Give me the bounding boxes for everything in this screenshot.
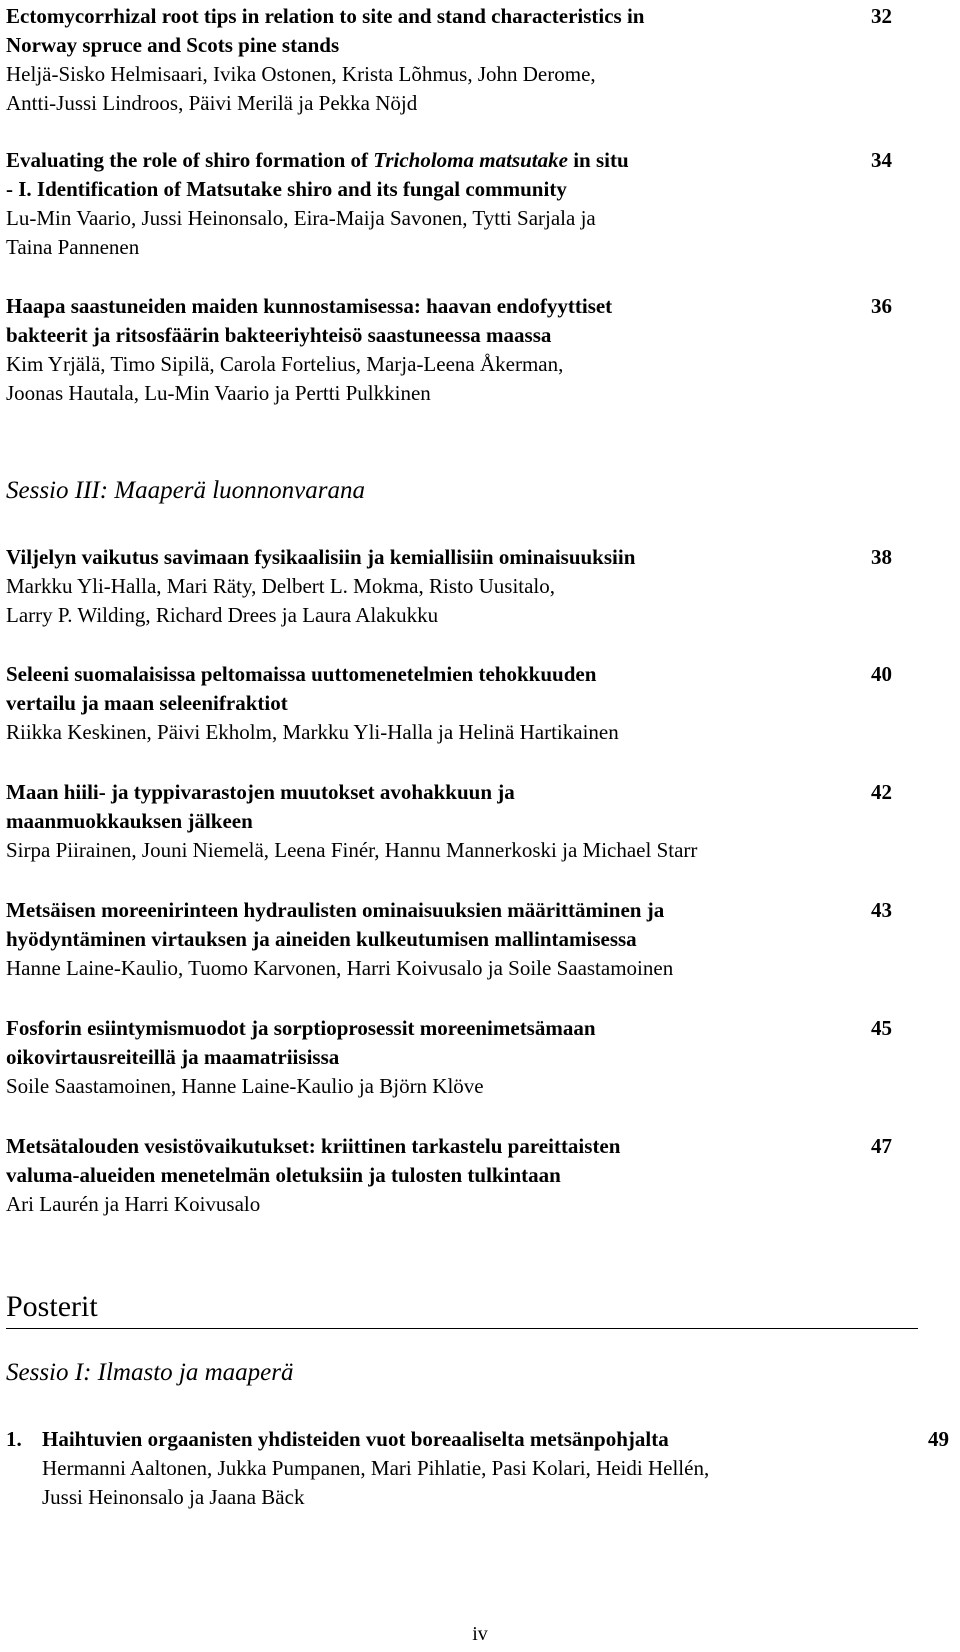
toc-entry <box>6 146 892 262</box>
toc-entry <box>6 543 892 630</box>
poster-entry <box>6 1425 960 1512</box>
entry-authors: Heljä-Sisko Helmisaari, Ivika Ostonen, Krista Lõhmus, John Derome, Antti-Jussi Lindroos, Päivi Merilä ja Pekka Nöjd <box>6 62 596 115</box>
toc-entry <box>6 292 892 408</box>
entry-authors: Soile Saastamoinen, Hanne Laine-Kaulio ja Björn Klöve <box>6 1074 484 1098</box>
entry-page-number: 34 <box>871 148 892 172</box>
toc-entry <box>6 660 892 747</box>
entry-title: Fosforin esiintymismuodot ja sorptioprosessit moreenimetsämaan oikovirtausreiteillä ja maamatriisissa <box>6 1016 596 1069</box>
entry-page-number: 40 <box>871 662 892 686</box>
toc-entry <box>6 778 892 865</box>
entry-title: Seleeni suomalaisissa peltomaissa uuttomenetelmien tehokkuuden vertailu ja maan seleenifraktiot <box>6 662 597 715</box>
entry-page-number: 42 <box>871 780 892 804</box>
toc-entry <box>6 896 892 983</box>
entry-title: Maan hiili- ja typpivarastojen muutokset avohakkuun ja maanmuokkauksen jälkeen <box>6 780 515 833</box>
entry-title: Haapa saastuneiden maiden kunnostamisessa: haavan endofyyttiset bakteerit ja ritsosfäärin bakteeriyhteisö saastuneessa maassa <box>6 294 613 347</box>
entry-title: Metsätalouden vesistövaikutukset: kriittinen tarkastelu pareittaisten valuma-alueiden menetelmän oletuksiin ja tulosten tulkintaan <box>6 1134 621 1187</box>
entry-page-number: 47 <box>871 1134 892 1158</box>
poster-entry-title: Haihtuvien orgaanisten yhdisteiden vuot boreaaliselta metsänpohjalta <box>42 1427 669 1451</box>
entry-title: Viljelyn vaikutus savimaan fysikaalisiin ja kemiallisiin ominaisuuksiin <box>6 545 636 569</box>
entry-authors: Ari Laurén ja Harri Koivusalo <box>6 1192 261 1216</box>
poster-entry-authors: Hermanni Aaltonen, Jukka Pumpanen, Mari Pihlatie, Pasi Kolari, Heidi Hellén, Jussi Heinonsalo ja Jaana Bäck <box>42 1456 710 1509</box>
entry-title-species: Tricholoma matsutake <box>373 148 568 172</box>
entry-title-part: in situ - I. Identification of Matsutake shiro and its fungal community <box>6 148 629 201</box>
entry-title-part: Evaluating the role of shiro formation of <box>6 148 374 172</box>
entry-page-number: 45 <box>871 1016 892 1040</box>
toc-entry <box>6 1132 892 1219</box>
toc-entry <box>6 1014 892 1101</box>
entry-page-number: 32 <box>871 4 892 28</box>
entry-page-number: 43 <box>871 898 892 922</box>
entry-title: Ectomycorrhizal root tips in relation to site and stand characteristics in Norway spruce and Scots pine stands <box>6 4 645 57</box>
section-heading-posters: Posterit <box>6 1290 918 1329</box>
entry-title <box>6 146 786 204</box>
entry-page-number: 38 <box>871 545 892 569</box>
entry-page-number: 36 <box>871 294 892 318</box>
entry-authors: Lu-Min Vaario, Jussi Heinonsalo, Eira-Maija Savonen, Tytti Sarjala ja Taina Pannenen <box>6 206 596 259</box>
entry-authors: Riikka Keskinen, Päivi Ekholm, Markku Yli-Halla ja Helinä Hartikainen <box>6 720 619 744</box>
entry-title: Metsäisen moreenirinteen hydraulisten ominaisuuksien määrittäminen ja hyödyntäminen virtauksen ja aineiden kulkeutumisen mallintamisessa <box>6 898 665 951</box>
entry-authors: Hanne Laine-Kaulio, Tuomo Karvonen, Harri Koivusalo ja Soile Saastamoinen <box>6 956 674 980</box>
poster-entry-page-number: 49 <box>928 1427 949 1451</box>
entry-authors: Kim Yrjälä, Timo Sipilä, Carola Fortelius, Marja-Leena Åkerman, Joonas Hautala, Lu-Min Vaario ja Pertti Pulkkinen <box>6 352 564 405</box>
entry-authors: Sirpa Piirainen, Jouni Niemelä, Leena Finér, Hannu Mannerkoski ja Michael Starr <box>6 838 698 862</box>
toc-entry <box>6 2 892 118</box>
session-heading: Sessio III: Maaperä luonnonvarana <box>6 477 365 504</box>
poster-session-heading: Sessio I: Ilmasto ja maaperä <box>6 1359 294 1386</box>
entry-authors: Markku Yli-Halla, Mari Räty, Delbert L. Mokma, Risto Uusitalo, Larry P. Wilding, Richard Drees ja Laura Alakukku <box>6 574 556 627</box>
footer-page-number: iv <box>472 1623 488 1645</box>
poster-entry-number: 1. <box>6 1427 22 1451</box>
